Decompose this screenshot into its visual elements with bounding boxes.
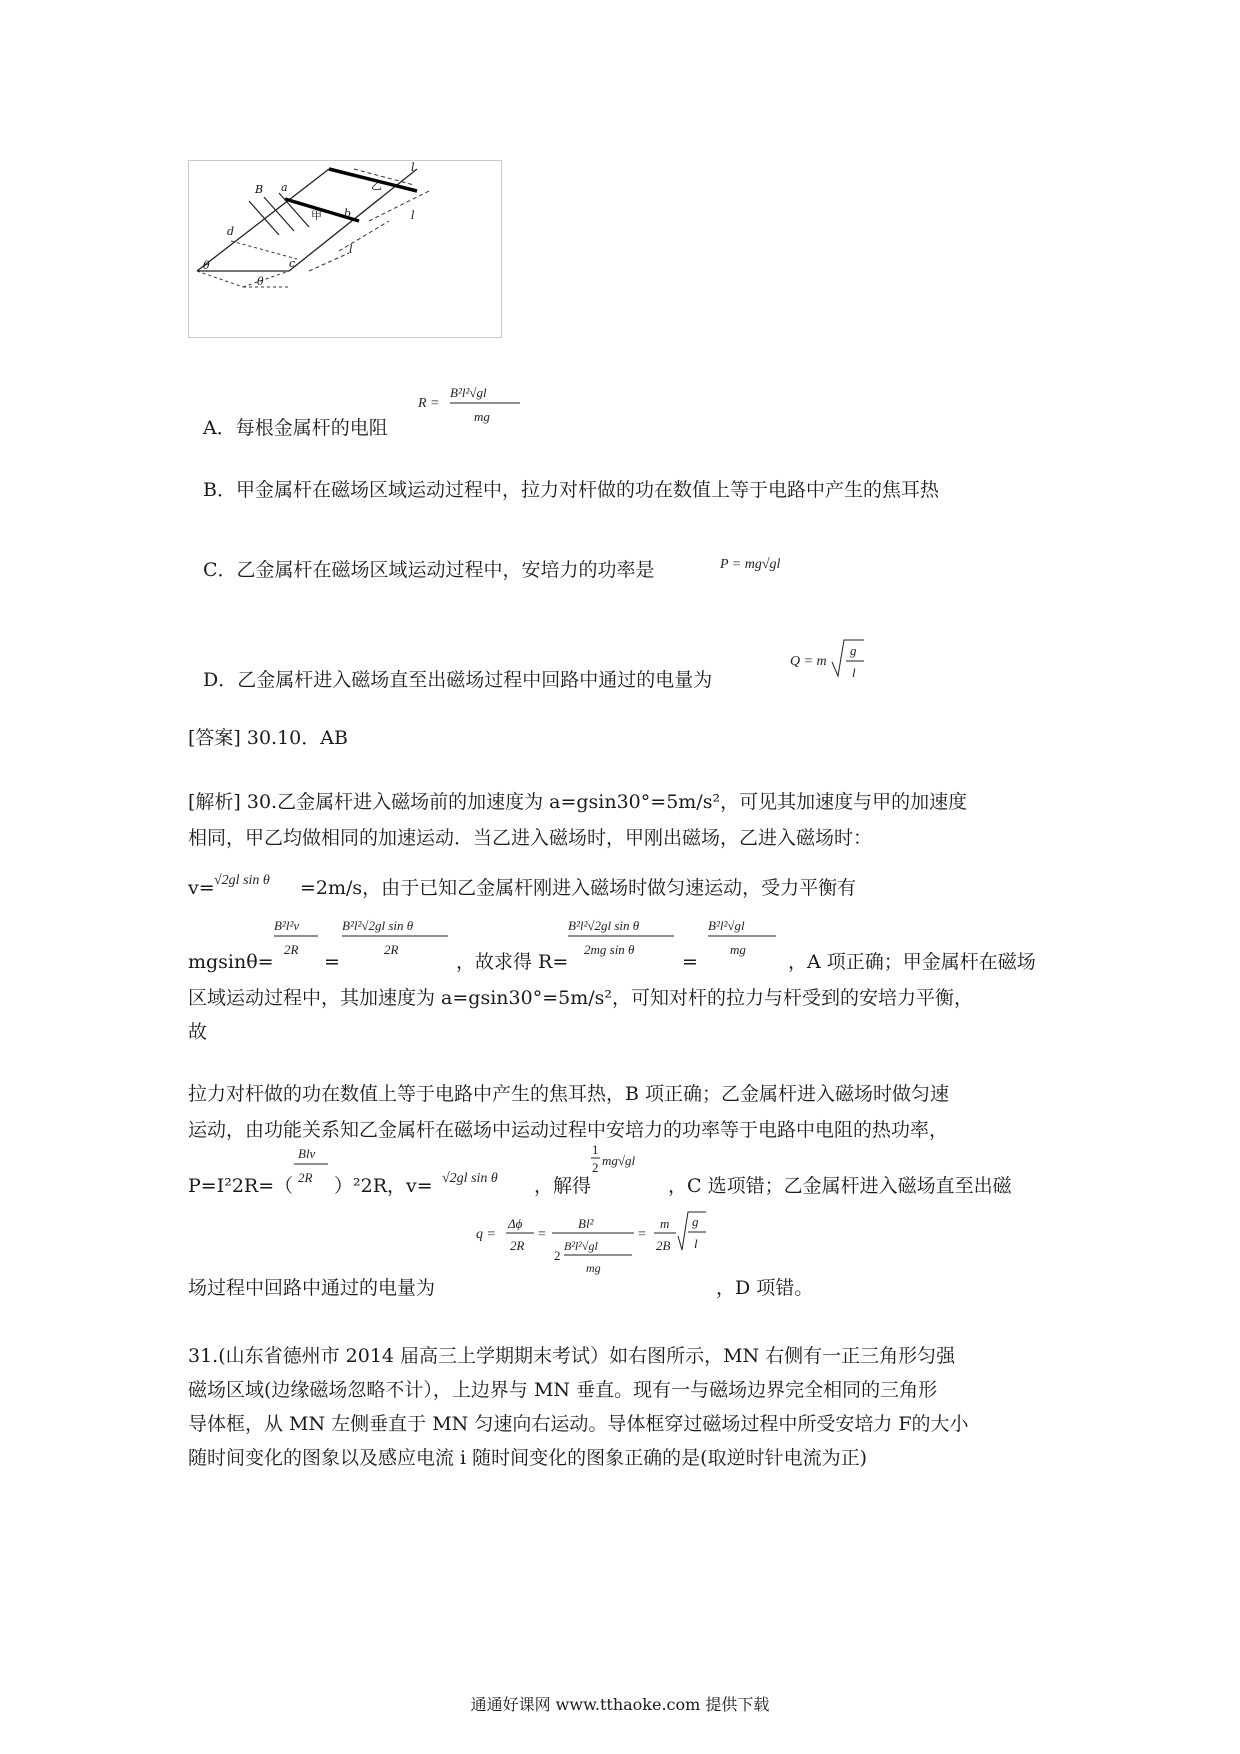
label-l-2: l [411,209,415,222]
svg-text:B²l²√gl: B²l²√gl [564,1239,598,1253]
analysis-line-9-sqrt [440,1162,532,1192]
svg-text:g: g [692,1214,699,1229]
svg-text:2R: 2R [384,942,399,957]
label-a: a [281,181,288,194]
analysis-line-9b: ）²2R，v= [334,1175,433,1197]
svg-text:Δϕ: Δϕ [508,1216,523,1231]
frac-sqrt-2mgsin [566,912,678,968]
rails-diagram [189,161,501,337]
answer-line: [答案] 30.10．AB [188,727,348,749]
option-d-formula [788,632,878,688]
svg-text:g: g [850,643,857,658]
inclined-rails-figure [188,160,502,338]
analysis-line-10b: ，D 项错。 [716,1277,814,1299]
option-b-text: B．甲金属杆在磁场区域运动过程中，拉力对杆做的功在数值上等于电路中产生的焦耳热 [203,479,939,501]
svg-text:√2gl sin θ: √2gl sin θ [214,873,270,888]
eq-1: = [324,951,340,973]
svg-text:mg: mg [586,1261,601,1275]
page-footer: 通通好课网 www.tthaoke.com 提供下载 [470,1695,770,1714]
q31-line-4: 随时间变化的图象以及感应电流 i 随时间变化的图象正确的是(取逆时针电流为正) [188,1447,867,1469]
frac-sqrt-2r [340,912,452,968]
svg-text:mg: mg [730,942,746,957]
svg-text:2mg sin θ: 2mg sin θ [584,942,635,957]
frac-blv-2r [292,1140,332,1196]
label-rod-yi: 乙 [371,179,382,192]
label-rod-jia: 甲 [311,209,322,222]
svg-text:√2gl sin θ: √2gl sin θ [442,1171,498,1186]
option-c-text: C．乙金属杆在磁场区域运动过程中，安培力的功率是 [203,559,655,581]
label-B: B [255,183,264,196]
svg-text:l: l [852,665,856,680]
frac-b2l2v-2r [272,912,320,968]
analysis-line-3b: =2m/s，由于已知乙金属杆刚进入磁场时做匀速运动，受力平衡有 [300,877,857,899]
svg-text:2: 2 [554,1248,561,1263]
q31-line-1: 31.(山东省德州市 2014 届高三上学期期末考试）如右图所示，MN 右侧有一正三角形匀强 [188,1345,956,1367]
svg-text:l: l [694,1236,698,1251]
analysis-line-5: 区域运动过程中，其加速度为 a=gsin30°=5m/s²，可知对杆的拉力与杆受到的安培力平衡， [188,987,973,1009]
svg-text:m: m [660,1216,670,1231]
svg-text:B²l²v: B²l²v [274,918,300,933]
half-mg-sqrtgl [590,1138,666,1194]
analysis-line-6: 故 [188,1021,208,1043]
analysis-line-4b: ，故求得 R= [456,951,569,973]
label-d: d [227,225,235,238]
svg-text:2R: 2R [510,1238,525,1253]
svg-text:=: = [638,1227,646,1242]
svg-text:Bl²: Bl² [578,1216,594,1231]
label-theta-2: θ [257,275,264,288]
analysis-line-9d: ，C 选项错；乙金属杆进入磁场直至出磁 [668,1175,1012,1197]
analysis-line-4a: mgsinθ= [188,951,274,973]
analysis-line-4c: ，A 项正确；甲金属杆在磁场 [788,951,1036,973]
svg-text:q =: q = [476,1227,496,1242]
label-l-1: l [411,161,415,174]
label-theta-1: θ [203,259,210,272]
svg-text:Q = m: Q = m [790,654,827,669]
q31-line-2: 磁场区域(边缘磁场忽略不计），上边界与 MN 垂直。现有一与磁场边界完全相同的三角形 [188,1379,938,1401]
svg-text:P = mg√gl: P = mg√gl [720,557,781,572]
svg-text:=: = [538,1227,546,1242]
analysis-line-9a: P=I²2R=（ [188,1175,294,1197]
analysis-line-7: 拉力对杆做的功在数值上等于电路中产生的焦耳热，B 项正确；乙金属杆进入磁场时做匀速 [188,1083,950,1105]
svg-text:B²l²√2gl sin θ: B²l²√2gl sin θ [342,918,414,933]
svg-text:2B: 2B [656,1238,671,1253]
charge-q-formula [474,1210,724,1288]
eq-2: = [682,951,698,973]
svg-text:2: 2 [592,1160,599,1175]
svg-text:B²l²√2gl sin θ: B²l²√2gl sin θ [568,918,640,933]
svg-text:R =: R = [418,396,440,411]
option-c-formula [718,548,828,578]
svg-text:1: 1 [592,1142,599,1157]
option-a-formula [416,380,526,430]
label-l-3: l [349,243,353,256]
svg-text:2R: 2R [298,1170,313,1185]
svg-text:mg√gl: mg√gl [602,1153,636,1168]
analysis-line-3-sqrt [212,864,302,894]
analysis-line-3a: v= [188,877,215,899]
option-a-text: A．每根金属杆的电阻 [203,417,388,439]
svg-text:mg: mg [474,409,490,424]
frac-sqrtgl-mg [706,912,782,968]
analysis-line-8: 运动，由功能关系知乙金属杆在磁场中运动过程中安培力的功率等于电路中电阻的热功率， [188,1119,949,1141]
q31-line-3: 导体框，从 MN 左侧垂直于 MN 匀速向右运动。导体框穿过磁场过程中所受安培力 F的大小 [188,1413,969,1435]
analysis-line-9c: ，解得 [534,1175,592,1197]
label-b: b [344,207,352,220]
svg-text:2R: 2R [284,942,299,957]
svg-text:B²l²√gl: B²l²√gl [708,918,745,933]
label-c: c [289,257,296,270]
svg-text:B²l²√gl: B²l²√gl [450,385,487,400]
option-d-text: D．乙金属杆进入磁场直至出磁场过程中回路中通过的电量为 [203,669,713,691]
analysis-line-10a: 场过程中回路中通过的电量为 [188,1277,436,1299]
analysis-line-2: 相同，甲乙均做相同的加速运动．当乙进入磁场时，甲刚出磁场，乙进入磁场时： [188,827,873,849]
svg-text:Blv: Blv [298,1146,316,1161]
analysis-line-1: [解析] 30.乙金属杆进入磁场前的加速度为 a=gsin30°=5m/s²，可见其加速度与甲的加速度 [188,791,968,813]
